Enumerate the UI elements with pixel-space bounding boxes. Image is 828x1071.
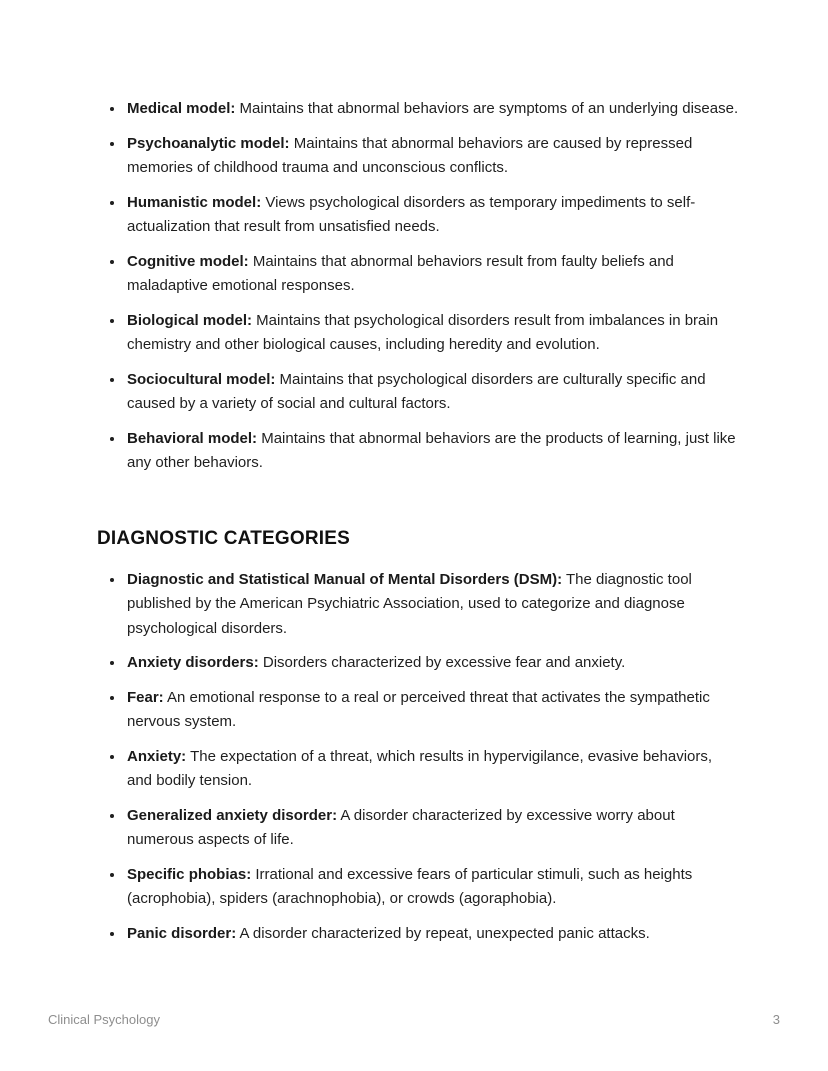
term-label: Anxiety disorders:: [127, 654, 259, 671]
term-label: Medical model:: [127, 100, 236, 117]
term-label: Anxiety:: [127, 747, 187, 765]
list-item: [125, 863, 740, 912]
definition-text: An emotional response to a real or perceived threat that activates the sympathetic nervous system.: [127, 688, 710, 730]
list-item: [125, 568, 740, 642]
term-label: Specific phobias:: [127, 865, 252, 883]
diagnostic-categories-section: [97, 528, 740, 947]
definition-text: Disorders characterized by excessive fear and anxiety.: [258, 654, 626, 671]
list-item: [125, 309, 740, 358]
definition-text: Maintains that psychological disorders are culturally specific and caused by a variety of social and cultural factors.: [127, 370, 706, 412]
term-label: Biological model:: [127, 311, 253, 329]
models-section: [97, 97, 740, 476]
term-label: Humanistic model:: [127, 193, 262, 211]
footer-document-title: Clinical Psychology: [48, 1012, 160, 1027]
definition-text: Maintains that abnormal behaviors are caused by repressed memories of childhood trauma and unconscious conflicts.: [127, 134, 693, 176]
definition-text: The expectation of a threat, which results in hypervigilance, evasive behaviors, and bodily tension.: [127, 747, 713, 789]
definition-text: A disorder characterized by repeat, unexpected panic attacks.: [236, 924, 650, 942]
term-label: Behavioral model:: [127, 429, 258, 447]
definition-text: Views psychological disorders as temporary impediments to self-actualization that result from unsatisfied needs.: [127, 193, 696, 235]
term-label: Cognitive model:: [127, 252, 249, 270]
models-list: [97, 97, 740, 476]
term-label: Psychoanalytic model:: [127, 134, 290, 152]
term-label: Sociocultural model:: [127, 370, 276, 388]
term-label: Fear:: [127, 688, 164, 706]
definition-text: Maintains that abnormal behaviors result from faulty beliefs and maladaptive emotional responses.: [127, 252, 674, 294]
list-item: [125, 651, 740, 676]
list-item: [125, 191, 740, 240]
list-item: [125, 804, 740, 853]
diagnostic-categories-list: [97, 568, 740, 947]
list-item: [125, 686, 740, 735]
section-heading: DIAGNOSTIC CATEGORIES: [97, 527, 350, 549]
definition-text: The diagnostic tool published by the American Psychiatric Association, used to categorize and diagnose psychological disorders.: [127, 570, 692, 637]
list-item: [125, 368, 740, 417]
definition-text: A disorder characterized by excessive worry about numerous aspects of life.: [127, 806, 675, 848]
list-item: [125, 97, 740, 122]
list-item: [125, 132, 740, 181]
list-item: [125, 745, 740, 794]
definition-text: Maintains that abnormal behaviors are symptoms of an underlying disease.: [235, 100, 739, 117]
definition-text: Maintains that psychological disorders result from imbalances in brain chemistry and other biological causes, including heredity and evolution.: [127, 311, 719, 353]
definition-text: Irrational and excessive fears of particular stimuli, such as heights (acrophobia), spiders (arachnophobia), or crowds (agoraphobia).: [127, 865, 693, 907]
footer-page-number: 3: [772, 1012, 780, 1027]
term-label: Panic disorder:: [127, 924, 237, 942]
term-label: Generalized anxiety disorder:: [127, 806, 338, 824]
document-content: [97, 97, 740, 956]
definition-text: Maintains that abnormal behaviors are the products of learning, just like any other behaviors.: [127, 429, 736, 471]
list-item: [125, 250, 740, 299]
term-label: Diagnostic and Statistical Manual of Mental Disorders (DSM):: [127, 570, 563, 588]
list-item: [125, 922, 740, 947]
page-footer: [48, 1012, 780, 1027]
list-item: [125, 427, 740, 476]
